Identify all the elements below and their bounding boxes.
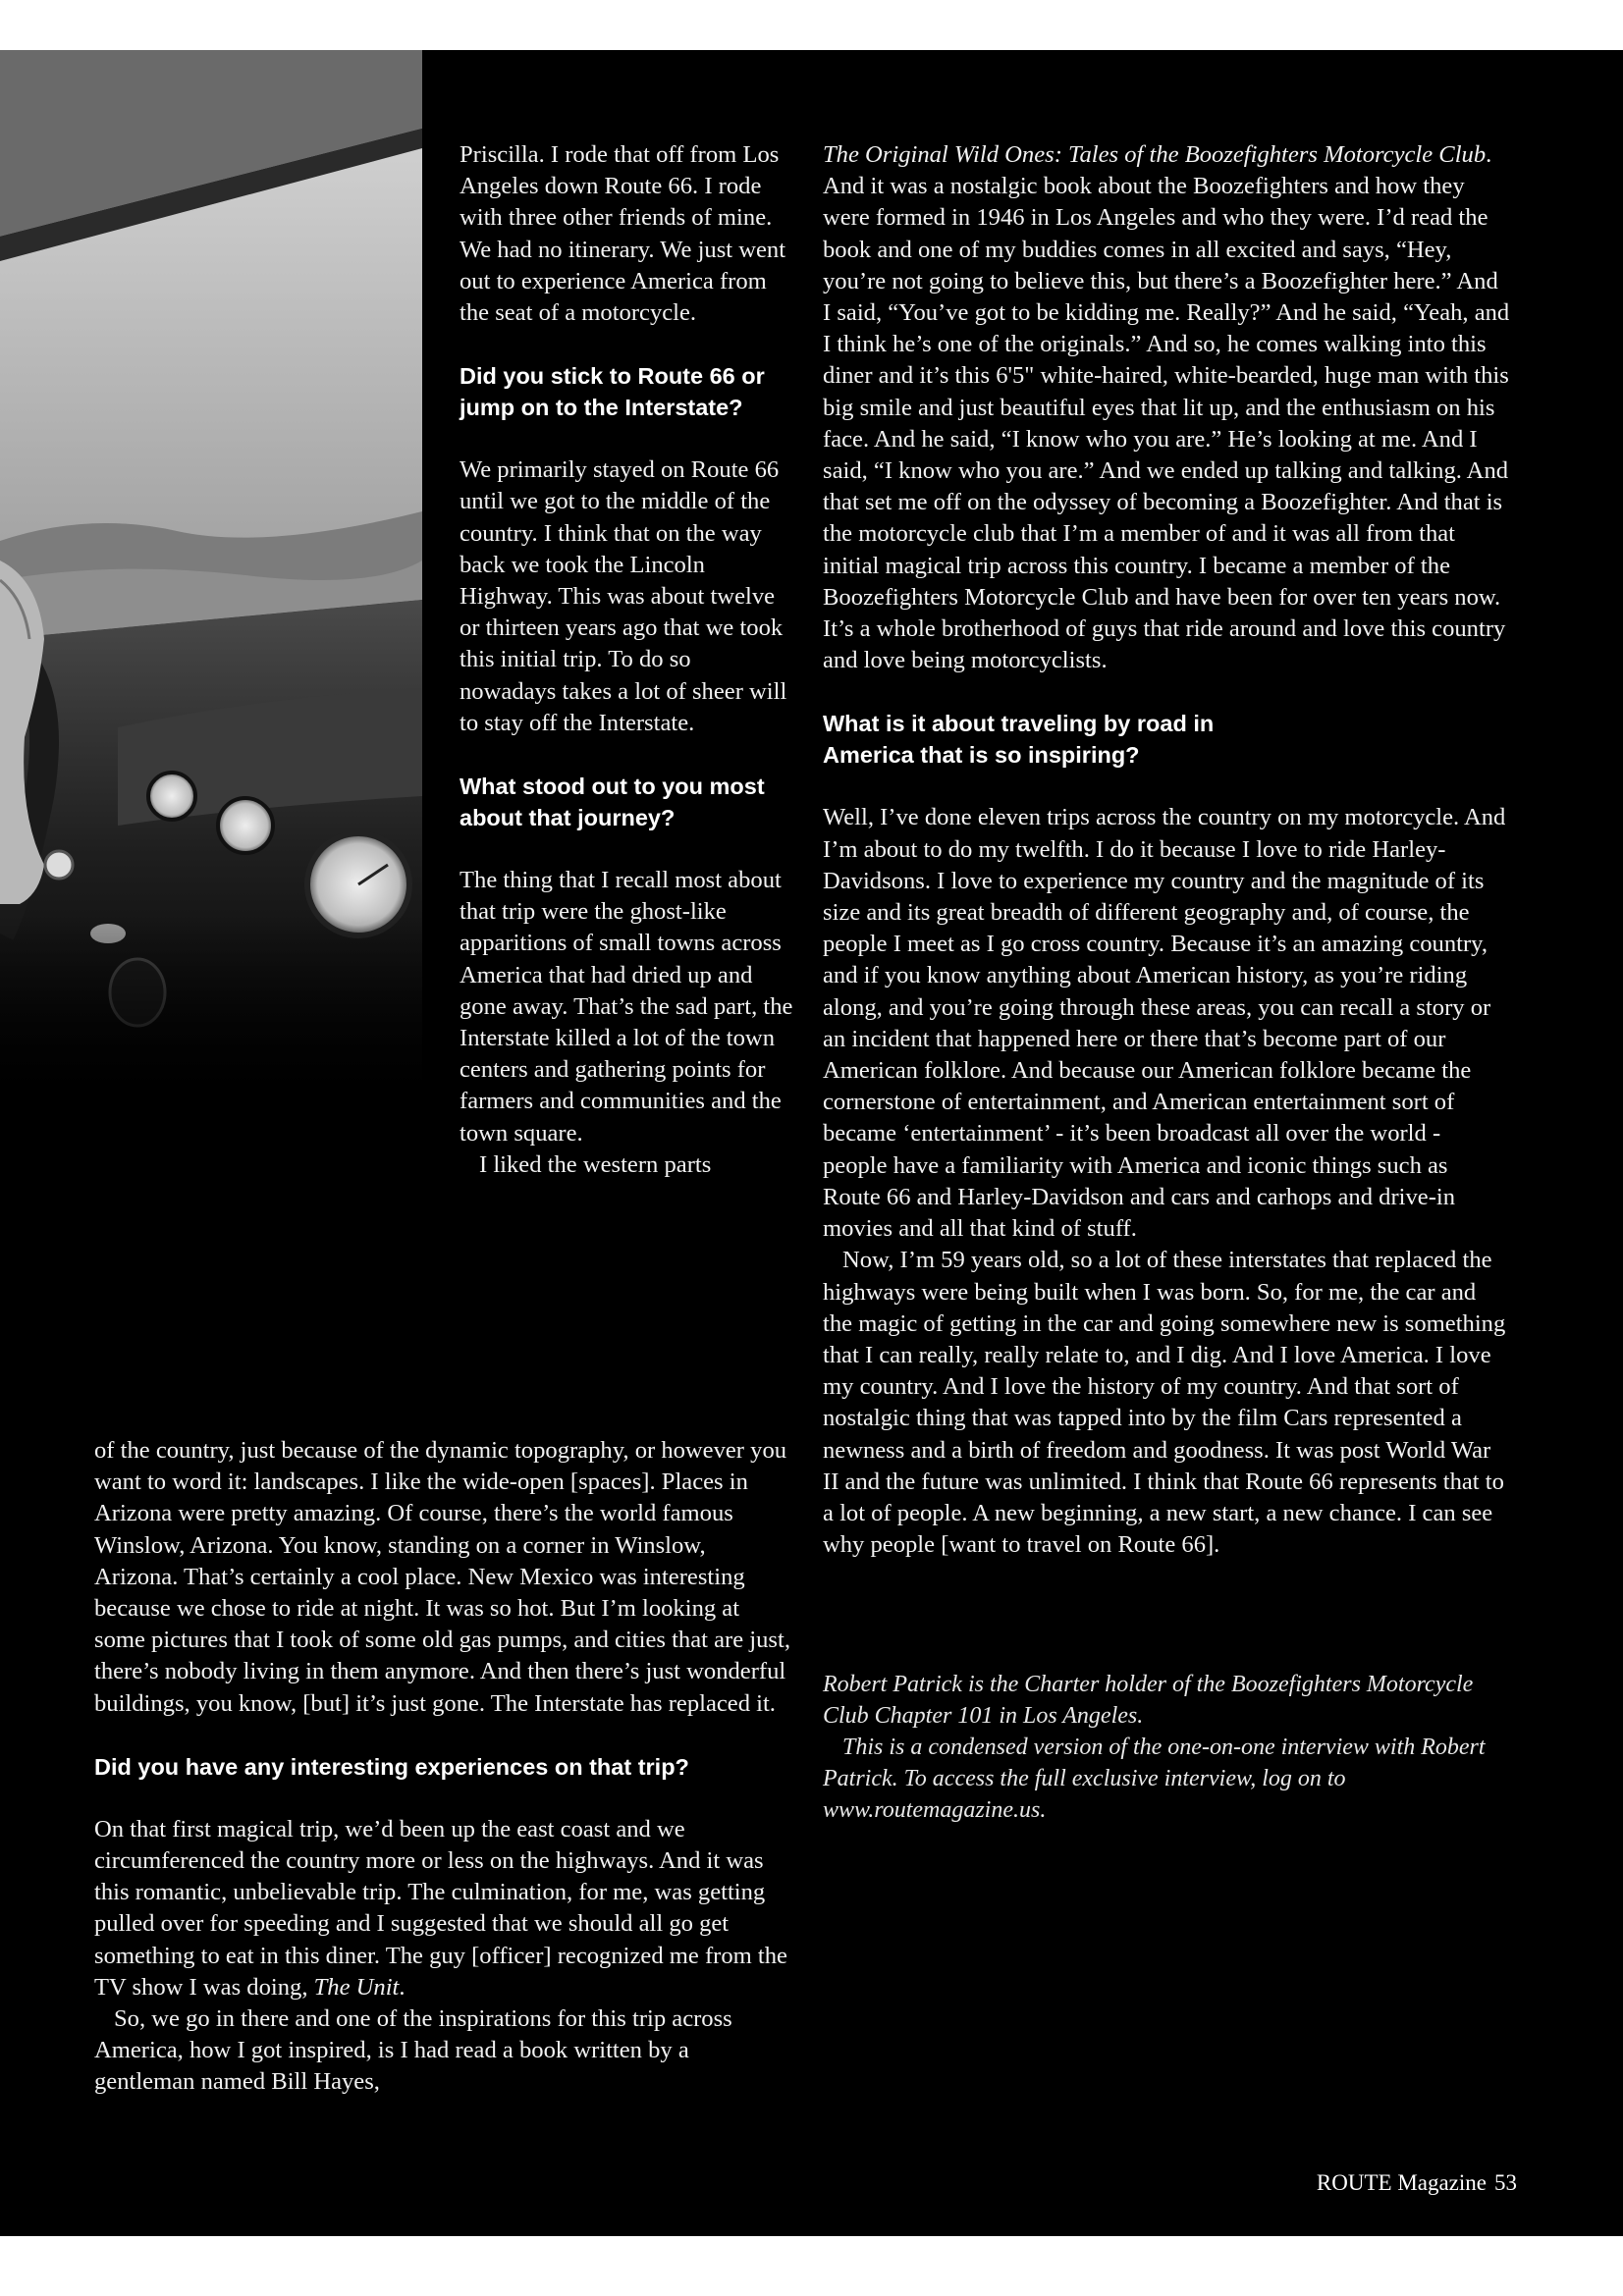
- answer-paragraph: We primarily stayed on Route 66 until we got to the middle of the country. I think that on the way back we took the Lincoln Highway. This was about twelve or thirteen years ago that we took this initial trip. To do so nowadays takes a lot of sheer will to stay off the Interstate.: [460, 456, 787, 736]
- answer-paragraph: The thing that I recall most about that trip were the ghost-like apparitions of small towns across America that had dried up and gone away. That’s the sad part, the Interstate killed a lot of the town centers and gathering points for farmers and communities and the town square.: [460, 867, 793, 1147]
- answer-paragraph: [94, 1814, 791, 2003]
- answer-paragraph-continued: of the country, just because of the dynamic topography, or however you want to word it: landscapes. I like the wide-open [spaces]. Places in Arizona were pretty amazing. Of course, there’s the world famous Winslow, Arizona. You know, standing on a corner in Winslow, Arizona. That’s certainly a cool place. New Mexico was interesting because we chose to ride at night. It was so hot. But I’m looking at some pictures that I took of some old gas pumps, and cities that are just, there’s nobody living in them anymore. And then there’s just wonderful buildings, you know, [but] it’s just gone. The Interstate has replaced it.: [94, 1437, 790, 1717]
- tv-show-title: The Unit: [313, 1973, 400, 2001]
- answer-paragraph: Well, I’ve done eleven trips across the country on my motorcycle. And I’m about to do my twelfth. I do it because I love to ride Harley-Davidsons. I love to experience my country and the magnitude of its size and its great breadth of different geography and, of course, the people I meet as I go cross country. Because it’s an amazing country, and if you know anything about American history, as you’re riding along, and you’re going through these areas, you can recall a story or an incident that happened here or there that’s become part of our American folklore. And because our American folklore became the cornerstone of entertainment, and American entertainment sort of became ‘entertainment’ - it’s been broadcast all over the world - people have a familiarity with America and iconic things such as Route 66 and Harley-Davidson and cars and carhops and drive-in movies and all that kind of stuff.: [823, 804, 1506, 1243]
- answer-paragraph-continued: [823, 139, 1510, 676]
- book-title: The Original Wild Ones: Tales of the Boozefighters Motorcycle Club: [823, 141, 1487, 168]
- author-credit: Robert Patrick is the Charter holder of the Boozefighters Motorcycle Club Chapter 101 in Los Angeles.: [823, 1672, 1474, 1730]
- interview-question: What is it about traveling by road in America that is so inspiring?: [823, 711, 1215, 769]
- column-right: [823, 139, 1510, 1826]
- dashboard-photo: [0, 50, 422, 1110]
- column-upper-middle: [460, 139, 793, 1181]
- answer-paragraph: So, we go in there and one of the inspirations for this trip across America, how I got inspired, is I had read a book written by a gentleman named Bill Hayes,: [94, 2005, 732, 2096]
- interview-question: Did you have any interesting experiences on that trip?: [94, 1753, 689, 1780]
- answer-paragraph: Now, I’m 59 years old, so a lot of these interstates that replaced the highways were being built when I was born. So, for me, the car and the magic of getting in the car and going somewhere new is something that I can really, really relate to, and I dig. And I love America. I love my country. And I love the history of my country. And that sort of nostalgic thing that was tapped into by the film Cars represented a newness and a birth of freedom and goodness. It was post World War II and the future was unlimited. I think that Route 66 represents that to a lot of people. A new beginning, a new start, a new chance. I can see why people [want to travel on Route 66].: [823, 1247, 1506, 1559]
- answer-paragraph: Priscilla. I rode that off from Los Angeles down Route 66. I rode with three other friends of mine. We had no itinerary. We just went out to experience America from the seat of a motorcycle.: [460, 141, 786, 327]
- interview-question: What stood out to you most about that journey?: [460, 774, 765, 831]
- interview-question: Did you stick to Route 66 or jump on to the Interstate?: [460, 363, 765, 421]
- page-number: 53: [1494, 2170, 1517, 2195]
- punctuation: .: [399, 1973, 406, 2001]
- page-footer: [1317, 2170, 1517, 2196]
- answer-text: . And it was a nostalgic book about the Boozefighters and how they were formed in 1946 in Los Angeles and who they were. I’d read the book and one of my buddies comes in all excited and says, “Hey, you’re not going to believe this, but there’s a Boozefighter here.” And I said, “You’ve got to be kidding me. Really?” And he said, “Yeah, and I think he’s one of the originals.” And so, he comes walking into this diner and it’s this 6'5" white-haired, white-bearded, huge man with this big smile and just beautiful eyes that lit up, and the enthusiasm on his face. And he said, “I know who you are.” He’s looking at me. And I said, “I know who you are.” And we ended up talking and talking. And that set me off on the odyssey of becoming a Boozefighter. And that is the motorcycle club that I’m a member of and it was all from that initial magical trip across this country. I became a member of the Boozefighters Motorcycle Club and have been for over ten years now. It’s a whole brotherhood of guys that ride around and love this country and love being motorcyclists.: [823, 141, 1510, 674]
- magazine-name: ROUTE Magazine: [1316, 2170, 1487, 2195]
- answer-paragraph-start: I liked the western parts: [479, 1150, 712, 1178]
- column-lower-left: [94, 1435, 791, 2099]
- steering-wheel-photo: [0, 50, 422, 1110]
- answer-text: On that first magical trip, we’d been up the east coast and we circumferenced the country more or less on the highways. And it was this romantic, unbelievable trip. The culmination, for me, was getting pulled over for speeding and I suggested that we should all go get something to eat in this diner. The guy [officer] recognized me from the TV show I was doing,: [94, 1815, 787, 2001]
- article-page: [0, 50, 1623, 2236]
- interview-note: This is a condensed version of the one-on-one interview with Robert Patrick. To access the full exclusive interview, log on to www.routemagazine.us.: [823, 1735, 1486, 1824]
